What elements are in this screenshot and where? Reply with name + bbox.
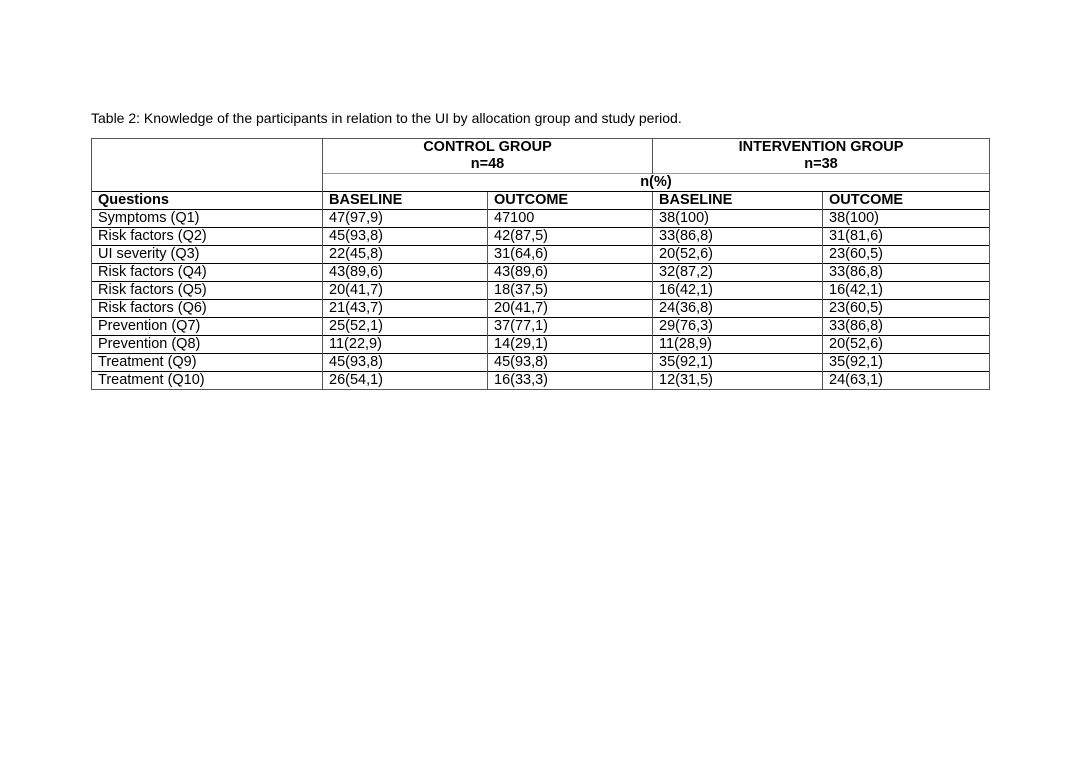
empty-corner-cell [92, 139, 323, 157]
control-outcome-cell: 31(64,6) [488, 246, 653, 264]
control-outcome-cell: 43(89,6) [488, 264, 653, 282]
intervention-outcome-cell: 20(52,6) [823, 336, 990, 354]
table-row [92, 318, 990, 336]
table-row [92, 354, 990, 372]
control-outcome-cell: 47100 [488, 210, 653, 228]
table-row [92, 264, 990, 282]
question-cell: Treatment (Q9) [92, 354, 323, 372]
question-cell: Treatment (Q10) [92, 372, 323, 390]
control-outcome-cell: 16(33,3) [488, 372, 653, 390]
column-header-intervention-outcome: OUTCOME [823, 192, 990, 210]
intervention-baseline-cell: 11(28,9) [653, 336, 823, 354]
intervention-baseline-cell: 32(87,2) [653, 264, 823, 282]
empty-corner-cell [92, 174, 323, 192]
control-baseline-cell: 45(93,8) [323, 228, 488, 246]
group-n-intervention: n=38 [653, 156, 990, 174]
control-baseline-cell: 47(97,9) [323, 210, 488, 228]
intervention-baseline-cell: 12(31,5) [653, 372, 823, 390]
intervention-baseline-cell: 35(92,1) [653, 354, 823, 372]
column-header-questions: Questions [92, 192, 323, 210]
group-header-control: CONTROL GROUP [323, 139, 653, 157]
intervention-outcome-cell: 31(81,6) [823, 228, 990, 246]
control-baseline-cell: 21(43,7) [323, 300, 488, 318]
table-row [92, 282, 990, 300]
intervention-outcome-cell: 38(100) [823, 210, 990, 228]
question-cell: Symptoms (Q1) [92, 210, 323, 228]
control-outcome-cell: 14(29,1) [488, 336, 653, 354]
intervention-baseline-cell: 29(76,3) [653, 318, 823, 336]
question-cell: UI severity (Q3) [92, 246, 323, 264]
question-cell: Prevention (Q7) [92, 318, 323, 336]
intervention-outcome-cell: 35(92,1) [823, 354, 990, 372]
control-outcome-cell: 37(77,1) [488, 318, 653, 336]
intervention-outcome-cell: 33(86,8) [823, 318, 990, 336]
control-outcome-cell: 45(93,8) [488, 354, 653, 372]
group-header-intervention: INTERVENTION GROUP [653, 139, 990, 157]
column-header-row [92, 192, 990, 210]
intervention-baseline-cell: 16(42,1) [653, 282, 823, 300]
intervention-baseline-cell: 20(52,6) [653, 246, 823, 264]
question-cell: Risk factors (Q4) [92, 264, 323, 282]
table-row [92, 336, 990, 354]
control-outcome-cell: 20(41,7) [488, 300, 653, 318]
column-header-control-baseline: BASELINE [323, 192, 488, 210]
control-baseline-cell: 45(93,8) [323, 354, 488, 372]
table-row [92, 228, 990, 246]
table-caption: Table 2: Knowledge of the participants in relation to the UI by allocation group and study period. [91, 110, 682, 126]
intervention-outcome-cell: 16(42,1) [823, 282, 990, 300]
question-cell: Risk factors (Q5) [92, 282, 323, 300]
column-header-control-outcome: OUTCOME [488, 192, 653, 210]
question-cell: Risk factors (Q6) [92, 300, 323, 318]
question-cell: Prevention (Q8) [92, 336, 323, 354]
intervention-outcome-cell: 33(86,8) [823, 264, 990, 282]
empty-corner-cell [92, 156, 323, 174]
knowledge-table [91, 138, 990, 390]
intervention-baseline-cell: 33(86,8) [653, 228, 823, 246]
table-row [92, 210, 990, 228]
intervention-baseline-cell: 38(100) [653, 210, 823, 228]
control-baseline-cell: 26(54,1) [323, 372, 488, 390]
intervention-baseline-cell: 24(36,8) [653, 300, 823, 318]
control-baseline-cell: 43(89,6) [323, 264, 488, 282]
question-cell: Risk factors (Q2) [92, 228, 323, 246]
control-baseline-cell: 22(45,8) [323, 246, 488, 264]
intervention-outcome-cell: 23(60,5) [823, 300, 990, 318]
table-row [92, 246, 990, 264]
control-baseline-cell: 20(41,7) [323, 282, 488, 300]
intervention-outcome-cell: 24(63,1) [823, 372, 990, 390]
table-row [92, 372, 990, 390]
table-row [92, 300, 990, 318]
column-header-intervention-baseline: BASELINE [653, 192, 823, 210]
intervention-outcome-cell: 23(60,5) [823, 246, 990, 264]
group-n-control: n=48 [323, 156, 653, 174]
control-outcome-cell: 18(37,5) [488, 282, 653, 300]
unit-label: n(%) [323, 174, 990, 192]
control-baseline-cell: 25(52,1) [323, 318, 488, 336]
control-baseline-cell: 11(22,9) [323, 336, 488, 354]
control-outcome-cell: 42(87,5) [488, 228, 653, 246]
